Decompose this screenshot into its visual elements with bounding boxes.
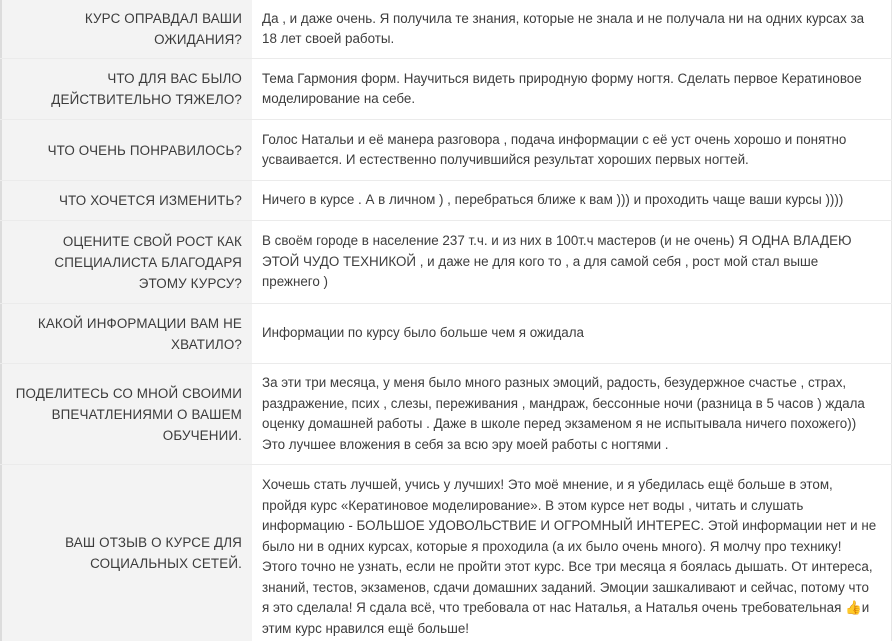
question-text: ОЦЕНИТЕ СВОЙ РОСТ КАК СПЕЦИАЛИСТА БЛАГОДАРЯ ЭТОМУ КУРСУ?	[54, 233, 242, 291]
survey-row	[0, 181, 892, 221]
question-label	[0, 465, 252, 641]
answer-text: Информации по курсу было больше чем я ожидала	[262, 325, 584, 341]
answer-cell	[252, 364, 892, 464]
survey-row	[0, 304, 892, 364]
answer-cell	[252, 181, 892, 220]
survey-row	[0, 221, 892, 304]
answer-cell	[252, 465, 892, 641]
answer-cell	[252, 221, 892, 303]
survey-row	[0, 364, 892, 465]
question-text: ПОДЕЛИТЕСЬ СО МНОЙ СВОИМИ ВПЕЧАТЛЕНИЯМИ О ВАШЕМ ОБУЧЕНИИ.	[15, 385, 242, 443]
question-text: ЧТО ДЛЯ ВАС БЫЛО ДЕЙСТВИТЕЛЬНО ТЯЖЕЛО?	[51, 71, 242, 107]
question-label	[0, 59, 252, 119]
question-label	[0, 364, 252, 464]
answer-text: Голос Натальи и её манера разговора , подача информации с её уст очень хорошо и понятно усваивается. И естественно получившийся результат хороших первых ногтей.	[262, 131, 847, 167]
question-text: КУРС ОПРАВДАЛ ВАШИ ОЖИДАНИЯ?	[84, 11, 242, 47]
answer-text: В своём городе в население 237 т.ч. и из них в 100т.ч мастеров (и не очень) Я ОДНА ВЛАДЕЮ ЭТОЙ ЧУДО ТЕХНИКОЙ , и даже не для кого то , а для самой себя , рост мой стал выше прежнего )	[262, 233, 852, 290]
survey-row	[0, 0, 892, 59]
answer-text: Ничего в курсе . А в личном ) , перебраться ближе к вам ))) и проходить чаще ваши курсы ))))	[262, 192, 844, 208]
answer-cell	[252, 120, 892, 180]
answer-cell	[252, 304, 892, 363]
question-label	[0, 0, 252, 58]
survey-row	[0, 120, 892, 181]
question-label	[0, 181, 252, 220]
question-text: ЧТО ОЧЕНЬ ПОНРАВИЛОСЬ?	[47, 142, 242, 158]
question-text: КАКОЙ ИНФОРМАЦИИ ВАМ НЕ ХВАТИЛО?	[37, 315, 242, 352]
answer-cell	[252, 59, 892, 119]
answer-text: Хочешь стать лучшей, учись у лучших! Это моё мнение, и я убедилась ещё больше в этом, пройдя курс «Кератиновое моделирование». В этом курсе нет воды , читать и слушать информацию - БОЛЬШОЕ УДОВОЛЬСТВИЕ И ОГРОМНЫЙ ИНТЕРЕС. Этой информации нет и не было ни в одних курсах, которые я проходила (а их было очень много). Я молчу про технику! Этого точно не узнать, если не пройти этот курс. Все три месяца я боялась дышать. От интереса, знаний, тестов, экзаменов, сдачи домашних заданий. Эмоции зашкаливают и сейчас, потому что я это сделала! Я сдала всё, что требовала от нас Наталья, а Наталья очень требовательная 👍и этим курс нравился ещё больше!	[262, 477, 877, 636]
question-label	[0, 304, 252, 363]
answer-text: За эти три месяца, у меня было много разных эмоций, радость, безудержное счастье , страх, раздражение, псих , слезы, переживания , мандраж, бессонные ночи (разница в 5 часов ) ждала оценку домашней работы . Даже в школе перед экзаменом я не испытывала ничего похожего)) Это лучшее вложения в себя за всю эру моей работы с ногтями .	[262, 375, 865, 452]
question-label	[0, 221, 252, 303]
survey-row	[0, 465, 892, 641]
question-label	[0, 120, 252, 180]
answer-cell	[252, 0, 892, 58]
answer-text: Тема Гармония форм. Научиться видеть природную форму ногтя. Сделать первое Кератиновое моделирование на себе.	[262, 70, 862, 106]
survey-row	[0, 59, 892, 120]
answer-text: Да , и даже очень. Я получила те знания, которые не знала и не получала ни на одних курсах за 18 лет своей работы.	[262, 10, 865, 46]
question-text: ВАШ ОТЗЫВ О КУРСЕ ДЛЯ СОЦИАЛЬНЫХ СЕТЕЙ.	[65, 535, 242, 571]
question-text: ЧТО ХОЧЕТСЯ ИЗМЕНИТЬ?	[58, 193, 242, 208]
